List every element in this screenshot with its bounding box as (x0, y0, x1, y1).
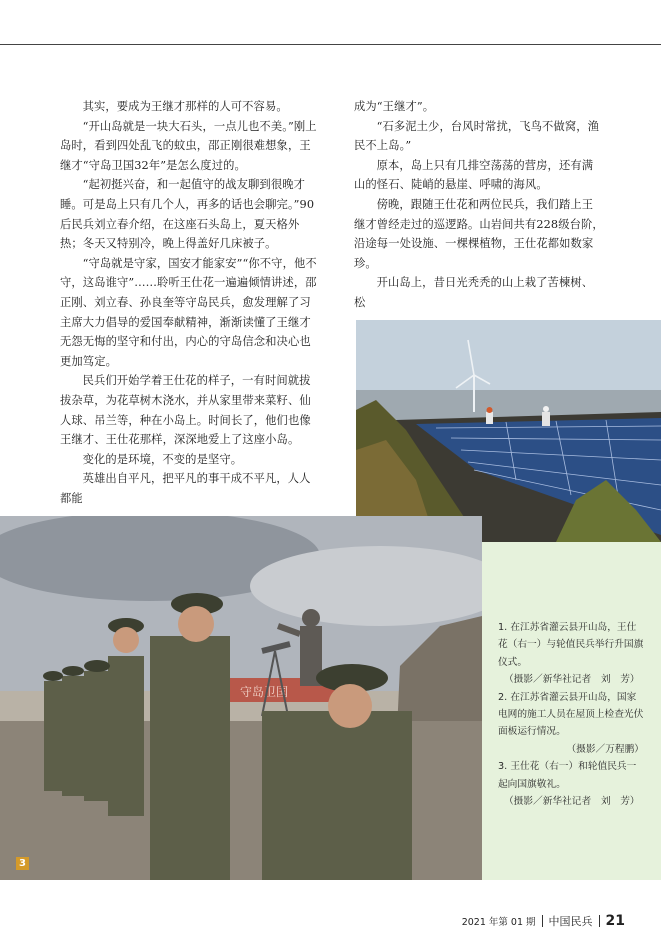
photo-captions (498, 619, 644, 810)
caption-text: 1. 在江苏省灌云县开山岛，王仕花（右一）与轮值民兵举行升国旗仪式。 (498, 622, 644, 668)
footer-divider (599, 915, 600, 927)
photo-solar-panels (356, 320, 661, 542)
article-paragraph: “起初挺兴奋，和一起值守的战友聊到很晚才睡。可是岛上只有几个人，再多的话也会聊完。”90后民兵刘立春介绍，在这座石头岛上，夏天格外热；冬天又特别冷，晚上得盖好几床被子。 (60, 178, 315, 251)
article-column-left (60, 97, 318, 508)
photo-militia-salute (0, 516, 482, 880)
militia-salute-illustration (0, 516, 482, 880)
header-rule (0, 44, 661, 45)
article-paragraph: “守岛就是守家，国安才能家安”“你不守，他不守，这岛谁守”……聆听王仕花一遍遍倾情讲述，邵正刚、刘立春、孙良奎等守岛民兵，愈发理解了习主席大力倡导的爱国奉献精神，渐渐读懂了王继才无怨无悔的坚守和付出，内心的守岛信念和决心也更加笃定。 (60, 256, 317, 368)
solar-panel-illustration (356, 320, 661, 542)
article-paragraph: 变化的是环境，不变的是坚守。 (82, 452, 243, 466)
caption-text: 2. 在江苏省灌云县开山岛，国家电网的施工人员在屋顶上检查光伏面板运行情况。 (498, 691, 644, 738)
photo-credit: （摄影／新华社记者 刘 芳） (504, 674, 640, 686)
article-paragraph: 其实，要成为王继才那样的人可不容易。 (82, 100, 288, 113)
article-paragraph: “石多泥土少，台风时常扰，飞鸟不做窝，渔民不上岛。” (354, 119, 600, 153)
caption-text: 3. 王仕花（右一）和轮值民兵一起向国旗敬礼。 (498, 761, 637, 790)
banner-text: 守岛卫国 (240, 685, 289, 699)
article-paragraph: 原本，岛上只有几排空荡荡的营房，还有满山的怪石、陡峭的悬崖、呼啸的海风。 (354, 158, 594, 192)
magazine-name: 中国民兵 (548, 915, 593, 928)
article-column-right (354, 97, 604, 313)
article-paragraph: 成为“王继才”。 (354, 100, 435, 113)
photo-credit: （摄影／新华社记者 刘 芳） (504, 796, 640, 808)
article-paragraph: 民兵们开始学着王仕花的样子，一有时间就拔拔杂草，为花草树木浇水，并从家里带来菜籽、仙人球、吊兰等，种在小岛上。时间长了，他们也像王继才、王仕花那样，深深地爱上了这座小岛。 (60, 374, 311, 447)
photo-number-badge: 3 (16, 857, 29, 870)
page-footer (462, 913, 625, 929)
page-number: 21 (605, 913, 625, 929)
article-paragraph: 傍晚，跟随王仕花和两位民兵，我们踏上王继才曾经走过的巡逻路。山岩间共有228级台阶，沿途每一处设施、一棵棵植物，王仕花都如数家珍。 (354, 197, 604, 270)
article-paragraph: 英雄出自平凡，把平凡的事干成不平凡，人人都能 (60, 472, 311, 505)
article-paragraph: “开山岛就是一块大石头，一点儿也不美。”刚上岛时，看到四处乱飞的蚊虫，邵正刚很难想象，王继才“守岛卫国32年”是怎么度过的。 (60, 119, 317, 172)
issue-label: 2021 年第 01 期 (461, 917, 536, 928)
photo-credit: （摄影／万程鹏） (566, 743, 644, 755)
footer-divider (542, 915, 543, 927)
article-paragraph: 开山岛上，昔日光秃秃的山上栽了苦楝树、松 (354, 276, 594, 309)
